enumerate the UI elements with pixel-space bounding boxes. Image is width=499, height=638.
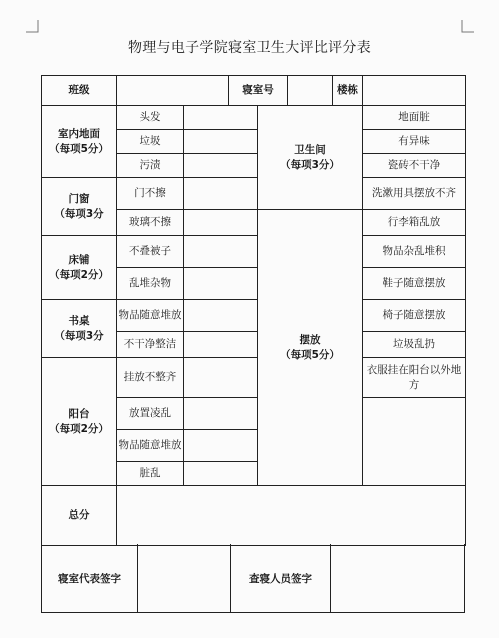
table-row (42, 358, 466, 398)
item-label: 行李箱乱放 (363, 210, 466, 236)
section-rule: （每项2分） (49, 422, 109, 435)
section-rule: （每项3分） (280, 158, 340, 171)
section-rule: （每项5分） (280, 348, 340, 361)
score-cell[interactable] (184, 236, 258, 268)
score-cell[interactable] (184, 130, 258, 154)
total-row (42, 486, 466, 546)
room-field[interactable] (288, 76, 333, 106)
section-name: 书桌 (68, 314, 90, 327)
item-label: 地面脏 (363, 106, 466, 130)
item-label: 头发 (117, 106, 184, 130)
section-name: 室内地面 (58, 127, 100, 140)
page-title: 物理与电子学院寝室卫生大评比评分表 (127, 40, 372, 56)
score-cell[interactable] (184, 332, 258, 358)
section-rule: （每项2分） (49, 268, 109, 281)
signature-row (41, 544, 465, 613)
item-label: 椅子随意摆放 (363, 300, 466, 332)
item-label: 物品随意堆放 (117, 430, 184, 462)
item-label: 垃圾 (117, 130, 184, 154)
section-name: 卫生间 (294, 143, 326, 156)
item-label: 物品随意堆放 (117, 300, 184, 332)
section-bathroom (258, 106, 363, 210)
item-label: 垃圾乱扔 (363, 332, 466, 358)
score-cell[interactable] (184, 300, 258, 332)
section-floor (42, 106, 117, 178)
section-bed (42, 236, 117, 300)
score-cell[interactable] (184, 154, 258, 178)
table-row (42, 300, 466, 332)
table-row (42, 178, 466, 210)
score-cell[interactable] (184, 268, 258, 300)
item-label: 有异味 (363, 130, 466, 154)
room-label: 寝室号 (229, 76, 288, 106)
score-cell[interactable] (184, 178, 258, 210)
score-cell[interactable] (184, 210, 258, 236)
item-label: 物品杂乱堆积 (363, 236, 466, 268)
class-label: 班级 (42, 76, 117, 106)
item-label: 污渍 (117, 154, 184, 178)
score-cell[interactable] (184, 106, 258, 130)
score-cell[interactable] (184, 358, 258, 398)
total-field[interactable] (117, 486, 466, 546)
section-arrangement (258, 210, 363, 486)
building-field[interactable] (363, 76, 466, 106)
item-label: 脏乱 (117, 462, 184, 486)
section-name: 摆放 (299, 333, 321, 346)
item-label: 乱堆杂物 (117, 268, 184, 300)
score-table (41, 75, 466, 546)
section-name: 床铺 (68, 253, 90, 266)
item-label: 门不擦 (117, 178, 184, 210)
total-label: 总分 (42, 486, 117, 546)
item-label: 放置凌乱 (117, 398, 184, 430)
empty-cell (363, 398, 466, 486)
score-cell[interactable] (184, 430, 258, 462)
dorm-rep-sign-label: 寝室代表签字 (42, 544, 138, 612)
section-door-window (42, 178, 117, 236)
table-row (42, 106, 466, 130)
inspector-sign-label: 查寝人员签字 (231, 544, 331, 612)
score-cell[interactable] (184, 398, 258, 430)
section-rule: （每项3分 (54, 207, 104, 220)
item-label: 玻璃不擦 (117, 210, 184, 236)
section-rule: （每项3分 (54, 329, 104, 342)
item-label: 挂放不整齐 (117, 358, 184, 398)
building-label: 楼栋 (333, 76, 363, 106)
item-label: 不干净整洁 (117, 332, 184, 358)
section-desk (42, 300, 117, 358)
item-label: 鞋子随意摆放 (363, 268, 466, 300)
section-rule: （每项5分） (49, 142, 109, 155)
item-label: 瓷砖不干净 (363, 154, 466, 178)
item-label: 洗漱用具摆放不齐 (363, 178, 466, 210)
item-label: 不叠被子 (117, 236, 184, 268)
section-balcony (42, 358, 117, 486)
dorm-rep-sign-field[interactable] (138, 544, 231, 612)
table-row (42, 236, 466, 268)
class-field[interactable] (117, 76, 229, 106)
section-name: 门窗 (68, 192, 90, 205)
score-cell[interactable] (184, 462, 258, 486)
section-name: 阳台 (68, 407, 90, 420)
item-label: 衣服挂在阳台以外地方 (363, 358, 466, 398)
header-row (42, 76, 466, 106)
inspector-sign-field[interactable] (331, 544, 464, 612)
